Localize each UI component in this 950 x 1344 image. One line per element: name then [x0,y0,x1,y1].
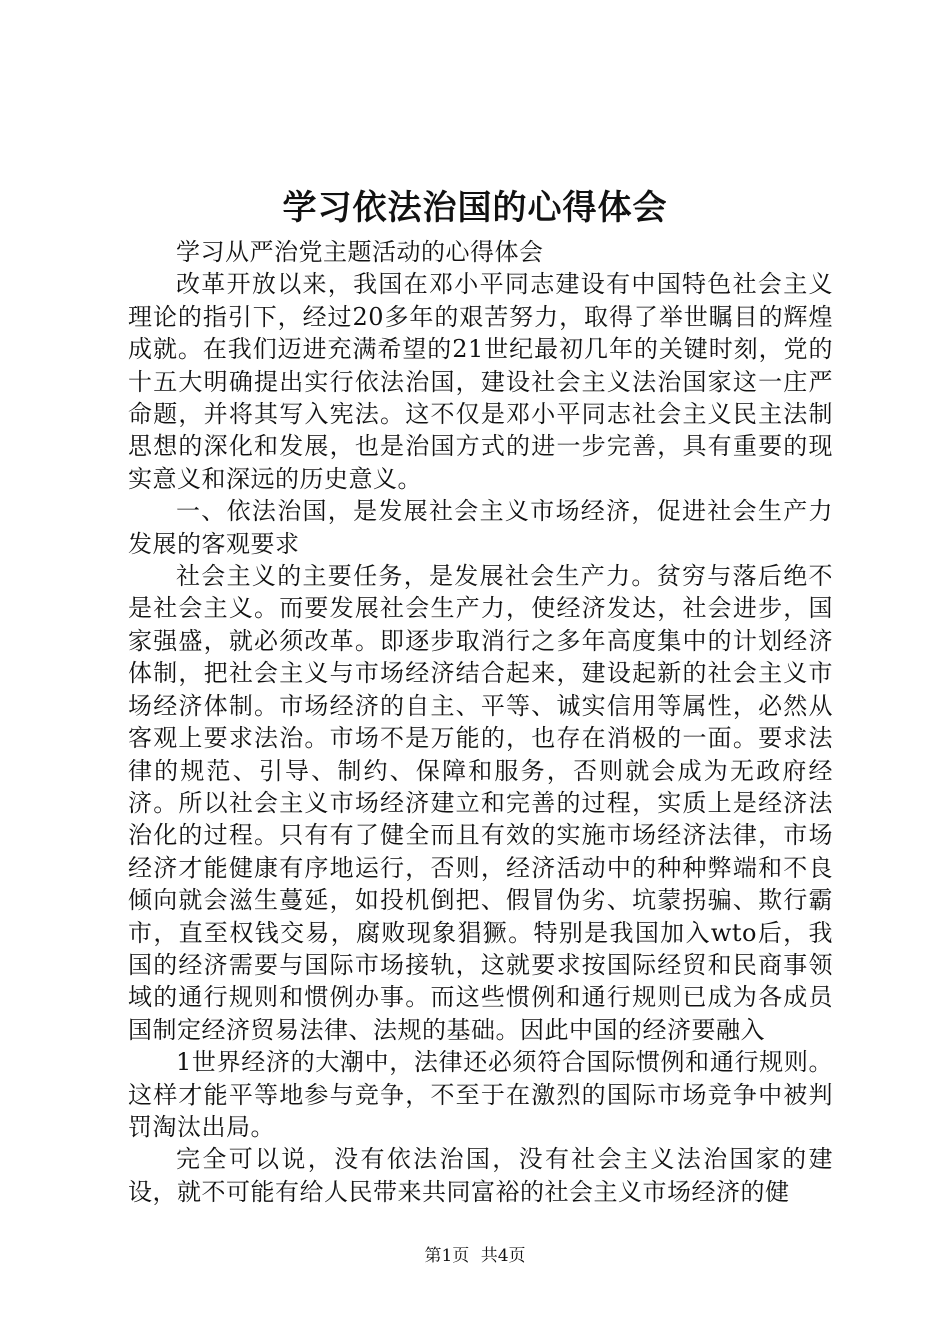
paragraph-subtitle: 学习从严治党主题活动的心得体会 [176,238,544,266]
paragraph-world-economy: 1世界经济的大潮中，法律还必须符合国际惯例和通行规则。这样才能平等地参与竞争，不至于在激烈的国际市场竞争中被判罚淘汰出局。 [128,1048,833,1141]
page-number: 第1页 [424,1246,470,1266]
paragraph-conclusion: 完全可以说，没有依法治国，没有社会主义法治国家的建设，就不可能有给人民带来共同富裕的社会主义市场经济的健 [128,1145,833,1206]
page-footer [0,1244,950,1268]
paragraph-section-heading: 一、依法治国，是发展社会主义市场经济，促进社会生产力发展的客观要求 [128,497,833,558]
page-total: 共4页 [480,1246,526,1266]
paragraph-intro: 改革开放以来，我国在邓小平同志建设有中国特色社会主义理论的指引下，经过20多年的艰苦努力，取得了举世瞩目的辉煌成就。在我们迈进充满希望的21世纪最初几年的关键时刻，党的十五大明确提出实行依法治国，建设社会主义法治国家这一庄严命题，并将其写入宪法。这不仅是邓小平同志社会主义民主法制思想的深化和发展，也是治国方式的进一步完善，具有重要的现实意义和深远的历史意义。 [128,270,833,493]
paragraph-market-economy: 社会主义的主要任务，是发展社会生产力。贫穷与落后绝不是社会主义。而要发展社会生产力，使经济发达，社会进步，国家强盛，就必须改革。即逐步取消行之多年高度集中的计划经济体制，把社会主义与市场经济结合起来，建设起新的社会主义市场经济体制。市场经济的自主、平等、诚实信用等属性，必然从客观上要求法治。市场不是万能的，也存在消极的一面。要求法律的规范、引导、制约、保障和服务，否则就会成为无政府经济。所以社会主义市场经济建立和完善的过程，实质上是经济法治化的过程。只有有了健全而且有效的实施市场经济法律，市场经济才能健康有序地运行，否则，经济活动中的种种弊端和不良倾向就会滋生蔓延，如投机倒把、假冒伪劣、坑蒙拐骗、欺行霸市，直至权钱交易，腐败现象猖獗。特别是我国加入wto后，我国的经济需要与国际市场接轨，这就要求按国际经贸和民商事领域的通行规则和惯例办事。而这些惯例和通行规则已成为各成员国制定经济贸易法律、法规的基础。因此中国的经济要融入 [128,562,833,1044]
document-title: 学习依法治国的心得体会 [282,188,668,228]
document-body [128,236,833,1208]
